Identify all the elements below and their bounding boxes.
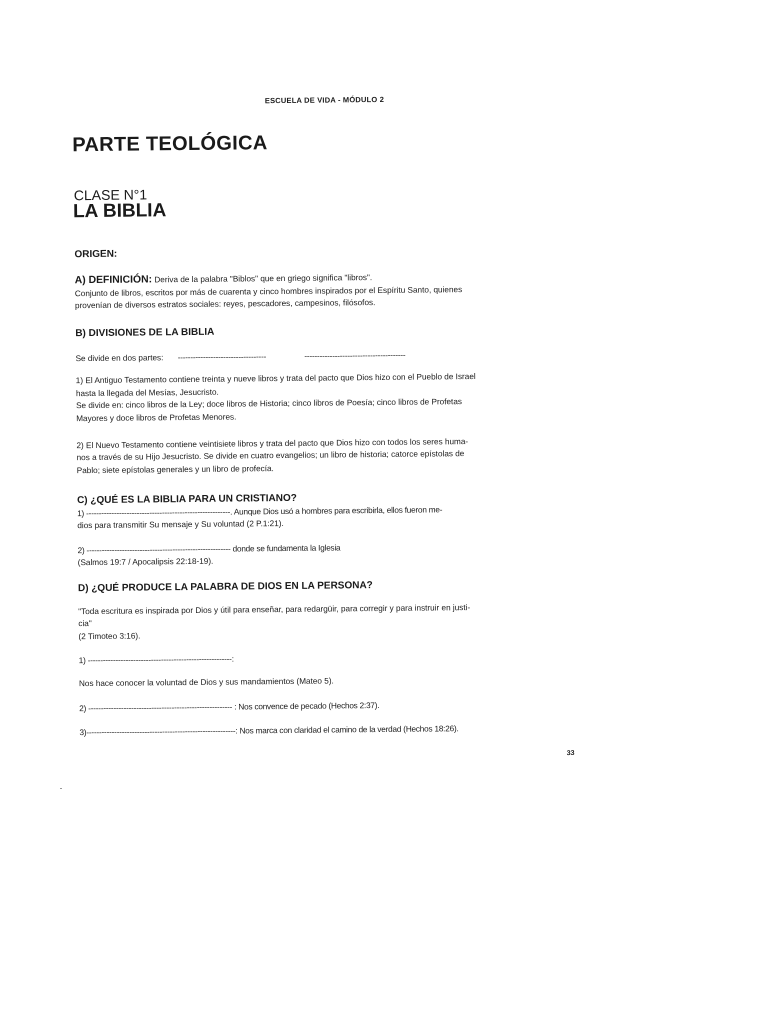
new-testament-line-3: Pablo; siete epístolas generales y un libro de profecía.	[76, 463, 274, 475]
word-effects-item-1-note: Nos hace conocer la voluntad de Dios y sus mandamientos (Mateo 5).	[78, 676, 334, 689]
new-testament-paragraph	[76, 434, 586, 477]
divisions-heading: B) DIVISIONES DE LA BIBLIA	[75, 326, 215, 340]
divisions-intro-line	[75, 347, 585, 365]
old-testament-line-3: Se divide en: cinco libros de la Ley; doce libros de Historia; cinco libros de Poesía; cinco libros de Profetas	[75, 397, 463, 411]
fill-blank-1: -----------------------------------	[177, 351, 267, 362]
fill-blank-2: ----------------------------------------	[304, 350, 406, 361]
word-effects-heading: D) ¿QUÉ PRODUCE LA PALABRA DE DIOS EN LA PERSONA?	[77, 580, 373, 595]
quote-reference: (2 Timoteo 3:16).	[78, 631, 141, 641]
what-is-bible-item-2-line-1: 2) --------------------------------------------------------- donde se fundamenta la Iglesia	[77, 543, 341, 555]
scripture-quote	[78, 600, 588, 643]
section-divisions	[75, 323, 587, 478]
quote-line-1: "Toda escritura es inspirada por Dios y útil para enseñar, para redargüir, para corregir y para instruir en justi-	[78, 602, 471, 616]
section-what-is-bible	[77, 490, 588, 570]
new-testament-line-2: nos a través de su Hijo Jesucristo. Se divide en cuatro evangelios; un libro de historia; catorce epístolas de	[76, 449, 465, 463]
definition-heading: A) DEFINICIÓN:	[74, 274, 153, 287]
section-word-effects	[78, 578, 590, 740]
class-number: CLASE N°1	[73, 186, 148, 204]
definition-line-3: provenían de diversos estratos sociales: reyes, pescadores, campesinos, filósofos.	[74, 298, 376, 311]
old-testament-line-1: 1) El Antiguo Testamento contiene treinta y nueve libros y trata del pacto que Dios hizo con el Pueblo de Israel	[75, 372, 476, 386]
word-effects-item-3: 3)-----------------------------------------------------------: Nos marca con claridad el camino de la verdad (Hechos 18:26).	[79, 724, 459, 738]
origin-label: ORIGEN:	[74, 248, 118, 261]
word-effects-item-2: 2) --------------------------------------------------------- : Nos convence de pecado (Hechos 2:37).	[79, 700, 380, 713]
divisions-intro-text: Se divide en dos partes:	[75, 352, 164, 363]
running-head: ESCUELA DE VIDA - MÓDULO 2	[264, 94, 385, 106]
page-number: 33	[566, 749, 575, 758]
definition-text: Deriva de la palabra "Biblos" que en griego significa "libros".	[152, 273, 373, 285]
definition-line-2: Conjunto de libros, escritos por más de cuarenta y cinco hombres inspirados por el Espíritu Santo, quienes	[74, 284, 463, 298]
what-is-bible-item-1-line-1: 1) ---------------------------------------------------------. Aunque Dios usó a hombres para escribirla, ellos fueron me-	[77, 504, 443, 518]
old-testament-line-2: hasta la llegada del Mesías, Jesucristo.	[75, 387, 219, 398]
old-testament-line-4: Mayores y doce libros de Profetas Menores.	[76, 412, 237, 424]
lesson-title: LA BIBLIA	[72, 200, 167, 223]
quote-line-2: cia"	[78, 619, 92, 629]
what-is-bible-heading: C) ¿QUÉ ES LA BIBLIA PARA UN CRISTIANO?	[76, 492, 297, 507]
what-is-bible-item-1-line-2: dios para transmitir Su mensaje y Su voluntad (2 P.1:21).	[77, 519, 284, 531]
section-definition	[75, 270, 585, 313]
what-is-bible-item-2-line-2: (Salmos 19:7 / Apocalipsis 22:18-19).	[77, 557, 214, 568]
new-testament-line-1: 2) El Nuevo Testamento contiene veintisiete libros y trata del pacto que Dios hizo con todos los seres huma-	[76, 436, 469, 450]
word-effects-item-1: 1) ---------------------------------------------------------:	[78, 654, 234, 666]
old-testament-paragraph	[76, 370, 586, 426]
scan-speck	[60, 788, 62, 789]
part-title: PARTE TEOLÓGICA	[72, 132, 268, 157]
